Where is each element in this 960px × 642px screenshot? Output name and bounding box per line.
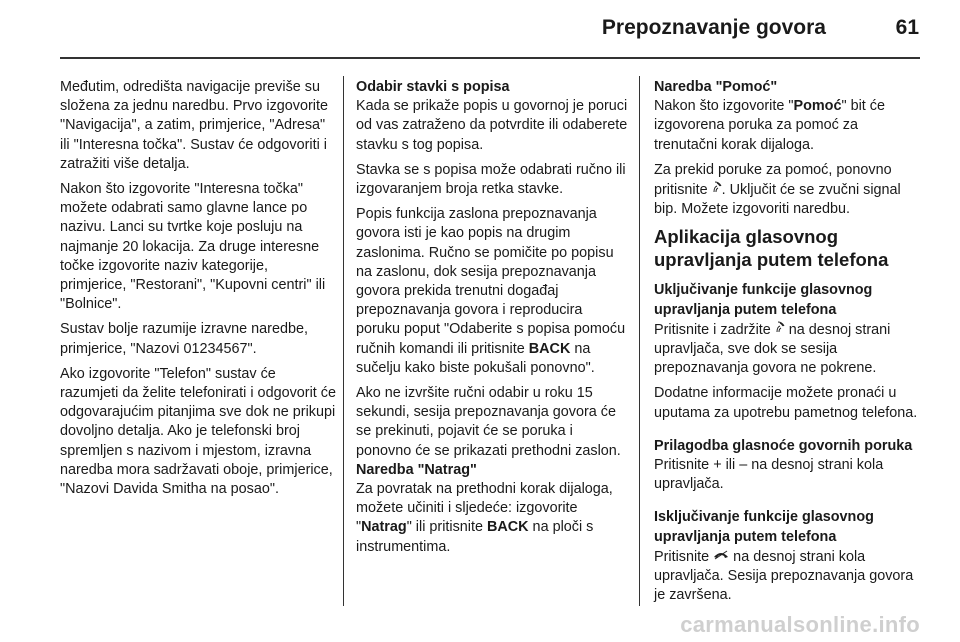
text-run: " bit će izgovorena poruka za pomoć za trenutačni korak dijaloga. xyxy=(654,98,885,153)
back-key-label: BACK xyxy=(486,519,529,536)
pomoc-command-label: Pomoć xyxy=(793,98,842,115)
text-run: ili xyxy=(721,457,740,474)
paragraph: Stavka se s popisa može odabrati ručno ili izgovaranjem broja retka stavke. xyxy=(356,161,626,198)
subheading-disable: Isključivanje funkcije glasovnog upravljanja putem telefona xyxy=(654,509,874,545)
column-divider-2 xyxy=(639,76,640,606)
text-run: Pritisnite xyxy=(654,457,714,474)
paragraph: Ako izgovorite "Telefon" sustav će razumjeti da želite telefonirati i odgovorit će odgovarajućim pitanjima sve dok ne prikupi dovoljno detalja. Ako je telefonski broj spremljen s nazivom i mjestom, izravna naredba mora sadržavati oboje, primjerice, "Nazovi Davida Smitha na posao". xyxy=(60,365,336,498)
page-title: Prepoznavanje govora xyxy=(601,16,826,39)
voice-icon xyxy=(712,180,722,199)
paragraph: Nakon što izgovorite "Interesna točka" možete odabrati samo glavne lance po nazivu. Lanci su tvrtke koje posluju na najmanje 20 lokacija. Za druge interesne točke izgovorite naziv kategorije, primjerice, "Restorani", "Kupovni centri" ili "Bolnice". xyxy=(60,181,326,313)
paragraph xyxy=(654,320,924,379)
column-2 xyxy=(356,78,628,563)
hangup-icon xyxy=(713,547,729,566)
text-run: Za povratak na prethodni korak dijaloga, možete učiniti i sljedeće: izgovorite " xyxy=(356,481,613,536)
text-run: Pritisnite xyxy=(654,548,714,565)
text-run: Popis funkcija zaslona prepoznavanja govora isti je kao popis na drugim zaslonima. Ručno se pomičite po popisu na zaslonu, dok sesija prepoznavanja govora prekida trenutni događaj prepoznavanja govora i reproducira poruku poput "Odaberite s popisa pomoću ručnih komandi ili pritisnite xyxy=(356,206,626,357)
paragraph: Sustav bolje razumije izravne naredbe, primjerice, "Nazovi 01234567". xyxy=(60,321,308,357)
paragraph: Dodatne informacije možete pronaći u uputama za upotrebu pametnog telefona. xyxy=(654,385,918,421)
text-run: " ili pritisnite xyxy=(406,519,487,536)
subheading-volume: Prilagodba glasnoće govornih poruka xyxy=(654,437,913,454)
watermark: carmanualsonline.info xyxy=(680,612,920,637)
header-divider xyxy=(60,57,920,59)
text-run: Pritisnite i zadržite xyxy=(654,321,775,338)
paragraph xyxy=(654,456,924,494)
page-number: 61 xyxy=(895,16,919,39)
text-run: na desnoj strani upravljača, sve dok se sesija prepoznavanja govora ne pokrene. xyxy=(654,321,891,377)
paragraph: Međutim, odredišta navigacije previše su složena za jednu naredbu. Prvo izgovorite "Navigacija", a zatim, primjerice, "Adresa" ili "Interesna točka". Sustav će odgovoriti i zatražiti više detalja. xyxy=(60,79,328,172)
voice-icon xyxy=(775,320,785,339)
text-run: na ploči s instrumentima. xyxy=(356,519,594,555)
back-key-label: BACK xyxy=(528,340,571,357)
text-run: Za prekid poruke za pomoć, ponovno pritisnite xyxy=(654,161,892,199)
subheading-help-command: Naredba "Pomoć" xyxy=(654,79,778,95)
column-divider-1 xyxy=(343,76,344,606)
paragraph: Ako ne izvršite ručni odabir u roku 15 sekundi, sesija prepoznavanja govora će se prekinuti, pojavit će se poruka i ponovno će se prikazati prethodni zaslon. xyxy=(356,385,621,459)
text-run: Nakon što izgovorite " xyxy=(654,98,794,115)
paragraph xyxy=(654,547,924,606)
minus-icon: – xyxy=(739,457,748,474)
subheading-enable: Uključivanje funkcije glasovnog upravljanja putem telefona xyxy=(654,282,873,318)
column-1 xyxy=(60,78,336,505)
subheading-back-command: Naredba "Natrag" xyxy=(356,461,477,478)
paragraph xyxy=(654,161,924,220)
natrag-command-label: Natrag xyxy=(361,519,407,536)
text-run: na desnoj strani kola upravljača. xyxy=(654,457,884,493)
paragraph: Kada se prikaže popis u govornoj je poruci od vas zatraženo da potvrdite ili odaberete stavku s tog popisa. xyxy=(356,98,628,153)
paragraph xyxy=(654,97,924,155)
subheading-list-select: Odabir stavki s popisa xyxy=(356,79,510,95)
paragraph xyxy=(356,205,628,378)
plus-icon: + xyxy=(713,457,722,474)
section-heading-phone-voice: Aplikacija glasovnog upravljanja putem telefona xyxy=(654,226,889,271)
text-run: na sučelju kako biste pokušali ponovno". xyxy=(356,340,595,376)
paragraph xyxy=(356,480,628,557)
column-3 xyxy=(654,78,924,611)
text-run: na desnoj strani kola upravljača. Sesija prepoznavanja govora je završena. xyxy=(654,548,914,604)
text-run: . Uključit će se zvučni signal bip. Možete izgovoriti naredbu. xyxy=(654,182,901,218)
